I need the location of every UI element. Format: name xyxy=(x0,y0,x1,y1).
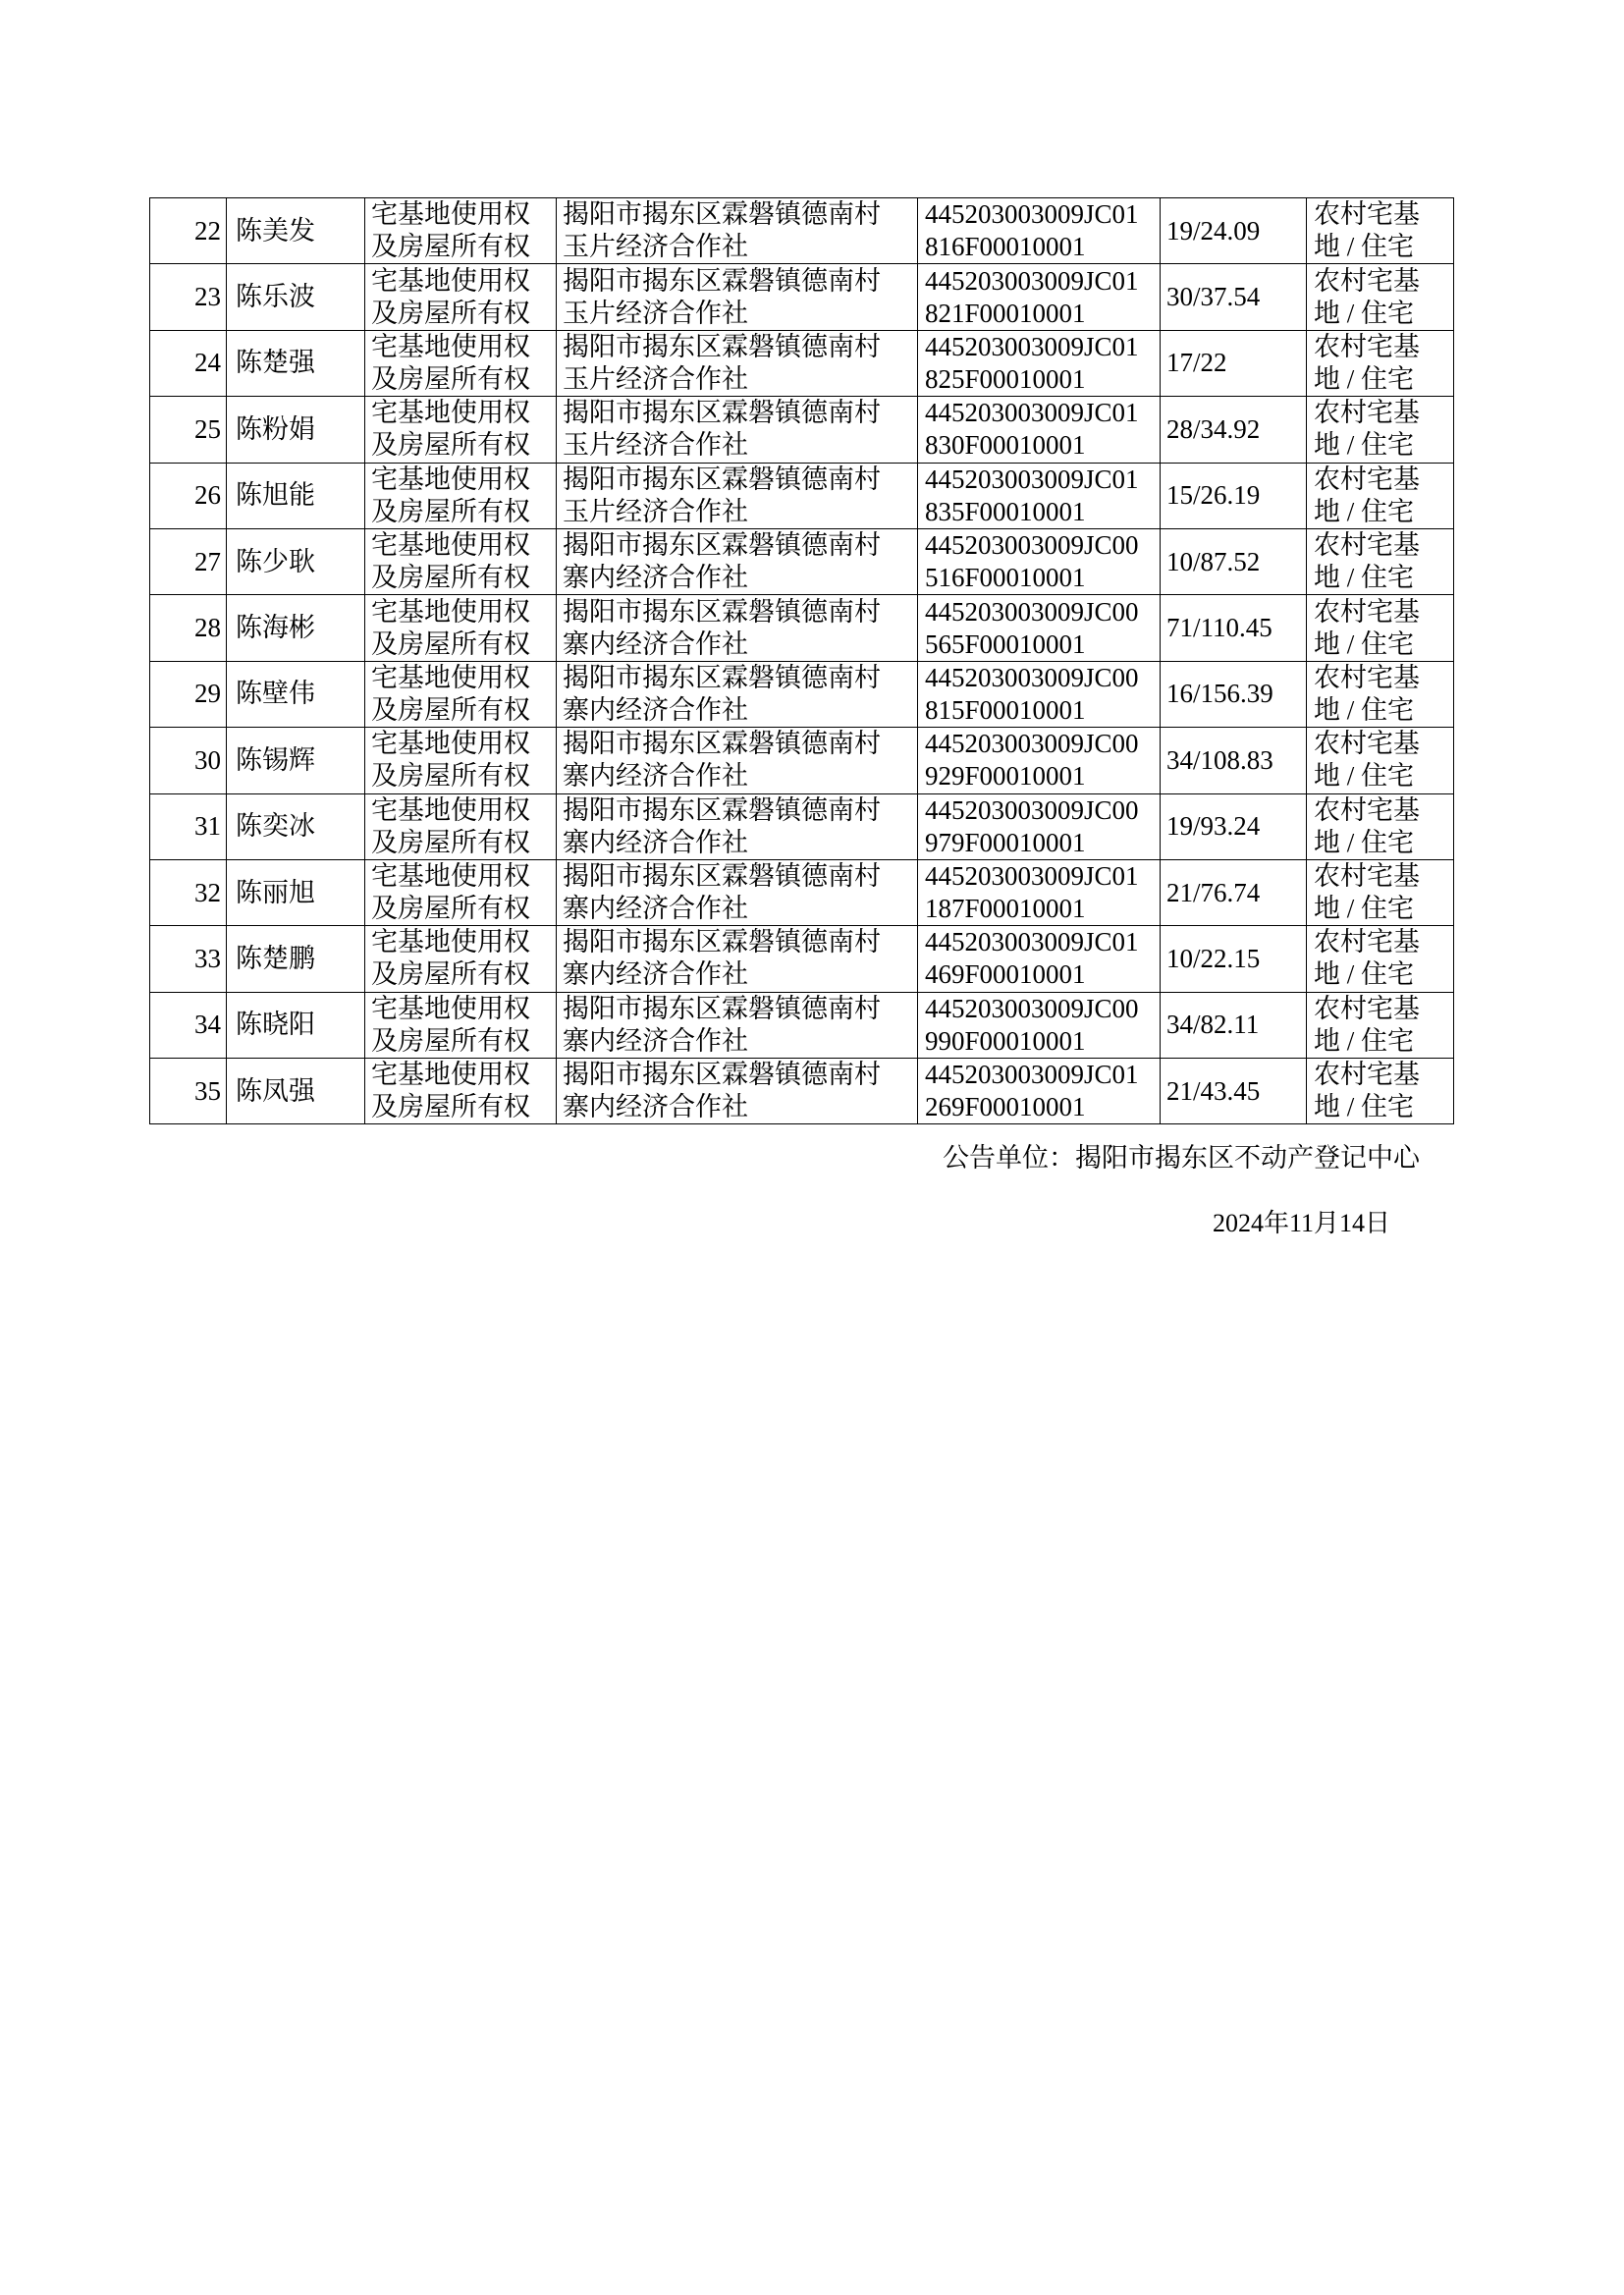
land-use-cell xyxy=(1307,264,1454,330)
table-row xyxy=(150,728,1454,793)
unit-code-cell xyxy=(918,330,1161,396)
unit-code: 445203003009JC01825F00010001 xyxy=(925,331,1139,394)
table-row xyxy=(150,992,1454,1058)
property-location: 揭阳市揭东区霖磐镇德南村寨内经济合作社 xyxy=(563,861,881,924)
property-location: 揭阳市揭东区霖磐镇德南村寨内经济合作社 xyxy=(563,794,881,857)
owner-name: 陈凤强 xyxy=(236,1075,315,1106)
land-use: 农村宅基地 / 住宅 xyxy=(1314,530,1420,593)
row-number: 30 xyxy=(194,744,221,775)
land-use-cell xyxy=(1307,661,1454,727)
unit-code-cell xyxy=(918,859,1161,925)
unit-code: 445203003009JC00990F00010001 xyxy=(925,993,1139,1056)
area-value: 21/76.74 xyxy=(1166,877,1261,907)
right-type-cell xyxy=(365,992,557,1058)
registry-table xyxy=(149,197,1454,1124)
property-location-cell xyxy=(557,397,918,463)
property-location-cell xyxy=(557,992,918,1058)
right-type: 宅基地使用权及房屋所有权 xyxy=(371,398,530,461)
row-number: 32 xyxy=(194,877,221,907)
area-value-cell xyxy=(1161,528,1307,594)
unit-code: 445203003009JC00516F00010001 xyxy=(925,530,1139,593)
land-use: 农村宅基地 / 住宅 xyxy=(1314,265,1420,328)
owner-name-cell xyxy=(227,264,365,330)
right-type: 宅基地使用权及房屋所有权 xyxy=(371,662,530,725)
row-number: 24 xyxy=(194,348,221,378)
land-use-cell xyxy=(1307,859,1454,925)
right-type-cell xyxy=(365,926,557,992)
property-location: 揭阳市揭东区霖磐镇德南村寨内经济合作社 xyxy=(563,1060,881,1122)
area-value-cell xyxy=(1161,397,1307,463)
owner-name-cell xyxy=(227,198,365,264)
unit-code: 445203003009JC01821F00010001 xyxy=(925,265,1139,328)
unit-code-cell xyxy=(918,926,1161,992)
land-use: 农村宅基地 / 住宅 xyxy=(1314,331,1420,394)
area-value: 15/26.19 xyxy=(1166,480,1261,511)
row-number-cell xyxy=(150,992,227,1058)
right-type: 宅基地使用权及房屋所有权 xyxy=(371,794,530,857)
table-row xyxy=(150,1059,1454,1124)
property-location-cell xyxy=(557,1059,918,1124)
property-location-cell xyxy=(557,528,918,594)
unit-code-cell xyxy=(918,198,1161,264)
right-type-cell xyxy=(365,793,557,859)
row-number-cell xyxy=(150,793,227,859)
table-row xyxy=(150,793,1454,859)
row-number: 26 xyxy=(194,480,221,511)
publisher-line: 公告单位：揭阳市揭东区不动产登记中心 xyxy=(943,1143,1420,1173)
property-location: 揭阳市揭东区霖磐镇德南村玉片经济合作社 xyxy=(563,331,881,394)
row-number: 33 xyxy=(194,943,221,973)
property-location: 揭阳市揭东区霖磐镇德南村玉片经济合作社 xyxy=(563,398,881,461)
right-type: 宅基地使用权及房屋所有权 xyxy=(371,464,530,526)
row-number: 25 xyxy=(194,413,221,444)
land-use-cell xyxy=(1307,926,1454,992)
area-value: 16/156.39 xyxy=(1166,679,1273,709)
area-value: 30/37.54 xyxy=(1166,282,1261,312)
owner-name-cell xyxy=(227,859,365,925)
row-number-cell xyxy=(150,528,227,594)
right-type: 宅基地使用权及房屋所有权 xyxy=(371,1060,530,1122)
area-value: 28/34.92 xyxy=(1166,413,1261,444)
unit-code: 445203003009JC01469F00010001 xyxy=(925,927,1139,990)
area-value-cell xyxy=(1161,264,1307,330)
row-number: 23 xyxy=(194,282,221,312)
land-use: 农村宅基地 / 住宅 xyxy=(1314,464,1420,526)
land-use: 农村宅基地 / 住宅 xyxy=(1314,596,1420,659)
owner-name-cell xyxy=(227,793,365,859)
area-value: 17/22 xyxy=(1166,348,1227,378)
owner-name-cell xyxy=(227,1059,365,1124)
land-use: 农村宅基地 / 住宅 xyxy=(1314,729,1420,792)
area-value: 10/22.15 xyxy=(1166,943,1261,973)
area-value-cell xyxy=(1161,595,1307,661)
row-number: 35 xyxy=(194,1075,221,1106)
right-type-cell xyxy=(365,397,557,463)
owner-name: 陈粉娟 xyxy=(236,413,315,444)
unit-code-cell xyxy=(918,1059,1161,1124)
unit-code: 445203003009JC01269F00010001 xyxy=(925,1060,1139,1122)
row-number: 28 xyxy=(194,613,221,643)
unit-code-cell xyxy=(918,992,1161,1058)
unit-code-cell xyxy=(918,528,1161,594)
owner-name-cell xyxy=(227,397,365,463)
table-row xyxy=(150,859,1454,925)
unit-code: 445203003009JC00815F00010001 xyxy=(925,662,1139,725)
unit-code: 445203003009JC00565F00010001 xyxy=(925,596,1139,659)
land-use-cell xyxy=(1307,528,1454,594)
property-location-cell xyxy=(557,264,918,330)
land-use: 农村宅基地 / 住宅 xyxy=(1314,1060,1420,1122)
row-number-cell xyxy=(150,397,227,463)
area-value-cell xyxy=(1161,926,1307,992)
land-use-cell xyxy=(1307,992,1454,1058)
owner-name-cell xyxy=(227,528,365,594)
owner-name: 陈乐波 xyxy=(236,282,315,312)
table-body xyxy=(150,198,1454,1124)
row-number-cell xyxy=(150,595,227,661)
row-number: 34 xyxy=(194,1010,221,1040)
property-location-cell xyxy=(557,859,918,925)
area-value: 10/87.52 xyxy=(1166,546,1261,576)
owner-name: 陈美发 xyxy=(236,215,315,246)
area-value-cell xyxy=(1161,793,1307,859)
area-value-cell xyxy=(1161,463,1307,528)
property-location: 揭阳市揭东区霖磐镇德南村寨内经济合作社 xyxy=(563,662,881,725)
area-value: 71/110.45 xyxy=(1166,613,1272,643)
land-use-cell xyxy=(1307,1059,1454,1124)
property-location: 揭阳市揭东区霖磐镇德南村玉片经济合作社 xyxy=(563,464,881,526)
unit-code: 445203003009JC01835F00010001 xyxy=(925,464,1139,526)
land-use-cell xyxy=(1307,595,1454,661)
table-row xyxy=(150,397,1454,463)
row-number-cell xyxy=(150,198,227,264)
row-number-cell xyxy=(150,463,227,528)
table-row xyxy=(150,330,1454,396)
land-use-cell xyxy=(1307,198,1454,264)
owner-name-cell xyxy=(227,463,365,528)
row-number-cell xyxy=(150,728,227,793)
unit-code-cell xyxy=(918,463,1161,528)
owner-name: 陈锡辉 xyxy=(236,744,315,775)
owner-name: 陈奕冰 xyxy=(236,811,315,842)
owner-name: 陈旭能 xyxy=(236,480,315,511)
land-use: 农村宅基地 / 住宅 xyxy=(1314,199,1420,262)
right-type: 宅基地使用权及房屋所有权 xyxy=(371,265,530,328)
right-type: 宅基地使用权及房屋所有权 xyxy=(371,530,530,593)
area-value-cell xyxy=(1161,728,1307,793)
property-location: 揭阳市揭东区霖磐镇德南村玉片经济合作社 xyxy=(563,199,881,262)
property-location-cell xyxy=(557,198,918,264)
right-type: 宅基地使用权及房屋所有权 xyxy=(371,729,530,792)
right-type: 宅基地使用权及房屋所有权 xyxy=(371,331,530,394)
area-value: 34/108.83 xyxy=(1166,744,1273,775)
land-use: 农村宅基地 / 住宅 xyxy=(1314,993,1420,1056)
right-type: 宅基地使用权及房屋所有权 xyxy=(371,861,530,924)
land-use-cell xyxy=(1307,463,1454,528)
right-type: 宅基地使用权及房屋所有权 xyxy=(371,596,530,659)
area-value: 21/43.45 xyxy=(1166,1075,1261,1106)
row-number-cell xyxy=(150,926,227,992)
owner-name-cell xyxy=(227,992,365,1058)
area-value: 34/82.11 xyxy=(1166,1010,1260,1040)
right-type-cell xyxy=(365,463,557,528)
land-use: 农村宅基地 / 住宅 xyxy=(1314,398,1420,461)
property-location-cell xyxy=(557,595,918,661)
unit-code: 445203003009JC00929F00010001 xyxy=(925,729,1139,792)
property-location: 揭阳市揭东区霖磐镇德南村寨内经济合作社 xyxy=(563,729,881,792)
property-location-cell xyxy=(557,661,918,727)
owner-name-cell xyxy=(227,330,365,396)
owner-name: 陈少耿 xyxy=(236,546,315,576)
table-row xyxy=(150,926,1454,992)
row-number: 22 xyxy=(194,215,221,246)
owner-name-cell xyxy=(227,728,365,793)
table-row xyxy=(150,661,1454,727)
unit-code-cell xyxy=(918,397,1161,463)
owner-name: 陈壁伟 xyxy=(236,679,315,709)
area-value-cell xyxy=(1161,1059,1307,1124)
row-number: 31 xyxy=(194,811,221,842)
unit-code: 445203003009JC01830F00010001 xyxy=(925,398,1139,461)
area-value-cell xyxy=(1161,992,1307,1058)
land-use-cell xyxy=(1307,397,1454,463)
area-value-cell xyxy=(1161,330,1307,396)
land-use-cell xyxy=(1307,728,1454,793)
area-value: 19/93.24 xyxy=(1166,811,1261,842)
table-row xyxy=(150,463,1454,528)
land-use: 农村宅基地 / 住宅 xyxy=(1314,927,1420,990)
unit-code-cell xyxy=(918,595,1161,661)
row-number: 29 xyxy=(194,679,221,709)
row-number-cell xyxy=(150,1059,227,1124)
row-number-cell xyxy=(150,330,227,396)
table-row xyxy=(150,528,1454,594)
unit-code: 445203003009JC00979F00010001 xyxy=(925,794,1139,857)
land-use: 农村宅基地 / 住宅 xyxy=(1314,861,1420,924)
owner-name-cell xyxy=(227,926,365,992)
property-location: 揭阳市揭东区霖磐镇德南村寨内经济合作社 xyxy=(563,993,881,1056)
right-type: 宅基地使用权及房屋所有权 xyxy=(371,199,530,262)
unit-code-cell xyxy=(918,661,1161,727)
announcement-date: 2024年11月14日 xyxy=(1212,1209,1390,1237)
unit-code: 445203003009JC01816F00010001 xyxy=(925,199,1139,262)
owner-name: 陈楚鹏 xyxy=(236,943,315,973)
area-value-cell xyxy=(1161,198,1307,264)
land-use-cell xyxy=(1307,793,1454,859)
right-type-cell xyxy=(365,595,557,661)
right-type-cell xyxy=(365,198,557,264)
land-use: 农村宅基地 / 住宅 xyxy=(1314,662,1420,725)
property-location: 揭阳市揭东区霖磐镇德南村寨内经济合作社 xyxy=(563,530,881,593)
row-number-cell xyxy=(150,661,227,727)
owner-name: 陈海彬 xyxy=(236,613,315,643)
area-value-cell xyxy=(1161,859,1307,925)
table-row xyxy=(150,198,1454,264)
unit-code-cell xyxy=(918,728,1161,793)
right-type-cell xyxy=(365,528,557,594)
unit-code: 445203003009JC01187F00010001 xyxy=(925,861,1139,924)
row-number: 27 xyxy=(194,546,221,576)
property-location-cell xyxy=(557,926,918,992)
area-value: 19/24.09 xyxy=(1166,215,1261,246)
table-row xyxy=(150,595,1454,661)
property-location: 揭阳市揭东区霖磐镇德南村寨内经济合作社 xyxy=(563,596,881,659)
right-type-cell xyxy=(365,859,557,925)
owner-name: 陈楚强 xyxy=(236,348,315,378)
row-number-cell xyxy=(150,264,227,330)
property-location-cell xyxy=(557,793,918,859)
property-location-cell xyxy=(557,463,918,528)
land-use-cell xyxy=(1307,330,1454,396)
area-value-cell xyxy=(1161,661,1307,727)
right-type-cell xyxy=(365,330,557,396)
owner-name: 陈晓阳 xyxy=(236,1010,315,1040)
land-use: 农村宅基地 / 住宅 xyxy=(1314,794,1420,857)
table-row xyxy=(150,264,1454,330)
owner-name: 陈丽旭 xyxy=(236,877,315,907)
right-type-cell xyxy=(365,264,557,330)
property-location: 揭阳市揭东区霖磐镇德南村寨内经济合作社 xyxy=(563,927,881,990)
unit-code-cell xyxy=(918,793,1161,859)
right-type: 宅基地使用权及房屋所有权 xyxy=(371,993,530,1056)
property-location: 揭阳市揭东区霖磐镇德南村玉片经济合作社 xyxy=(563,265,881,328)
property-location-cell xyxy=(557,728,918,793)
property-location-cell xyxy=(557,330,918,396)
right-type-cell xyxy=(365,728,557,793)
unit-code-cell xyxy=(918,264,1161,330)
right-type-cell xyxy=(365,661,557,727)
right-type: 宅基地使用权及房屋所有权 xyxy=(371,927,530,990)
right-type-cell xyxy=(365,1059,557,1124)
row-number-cell xyxy=(150,859,227,925)
owner-name-cell xyxy=(227,661,365,727)
owner-name-cell xyxy=(227,595,365,661)
